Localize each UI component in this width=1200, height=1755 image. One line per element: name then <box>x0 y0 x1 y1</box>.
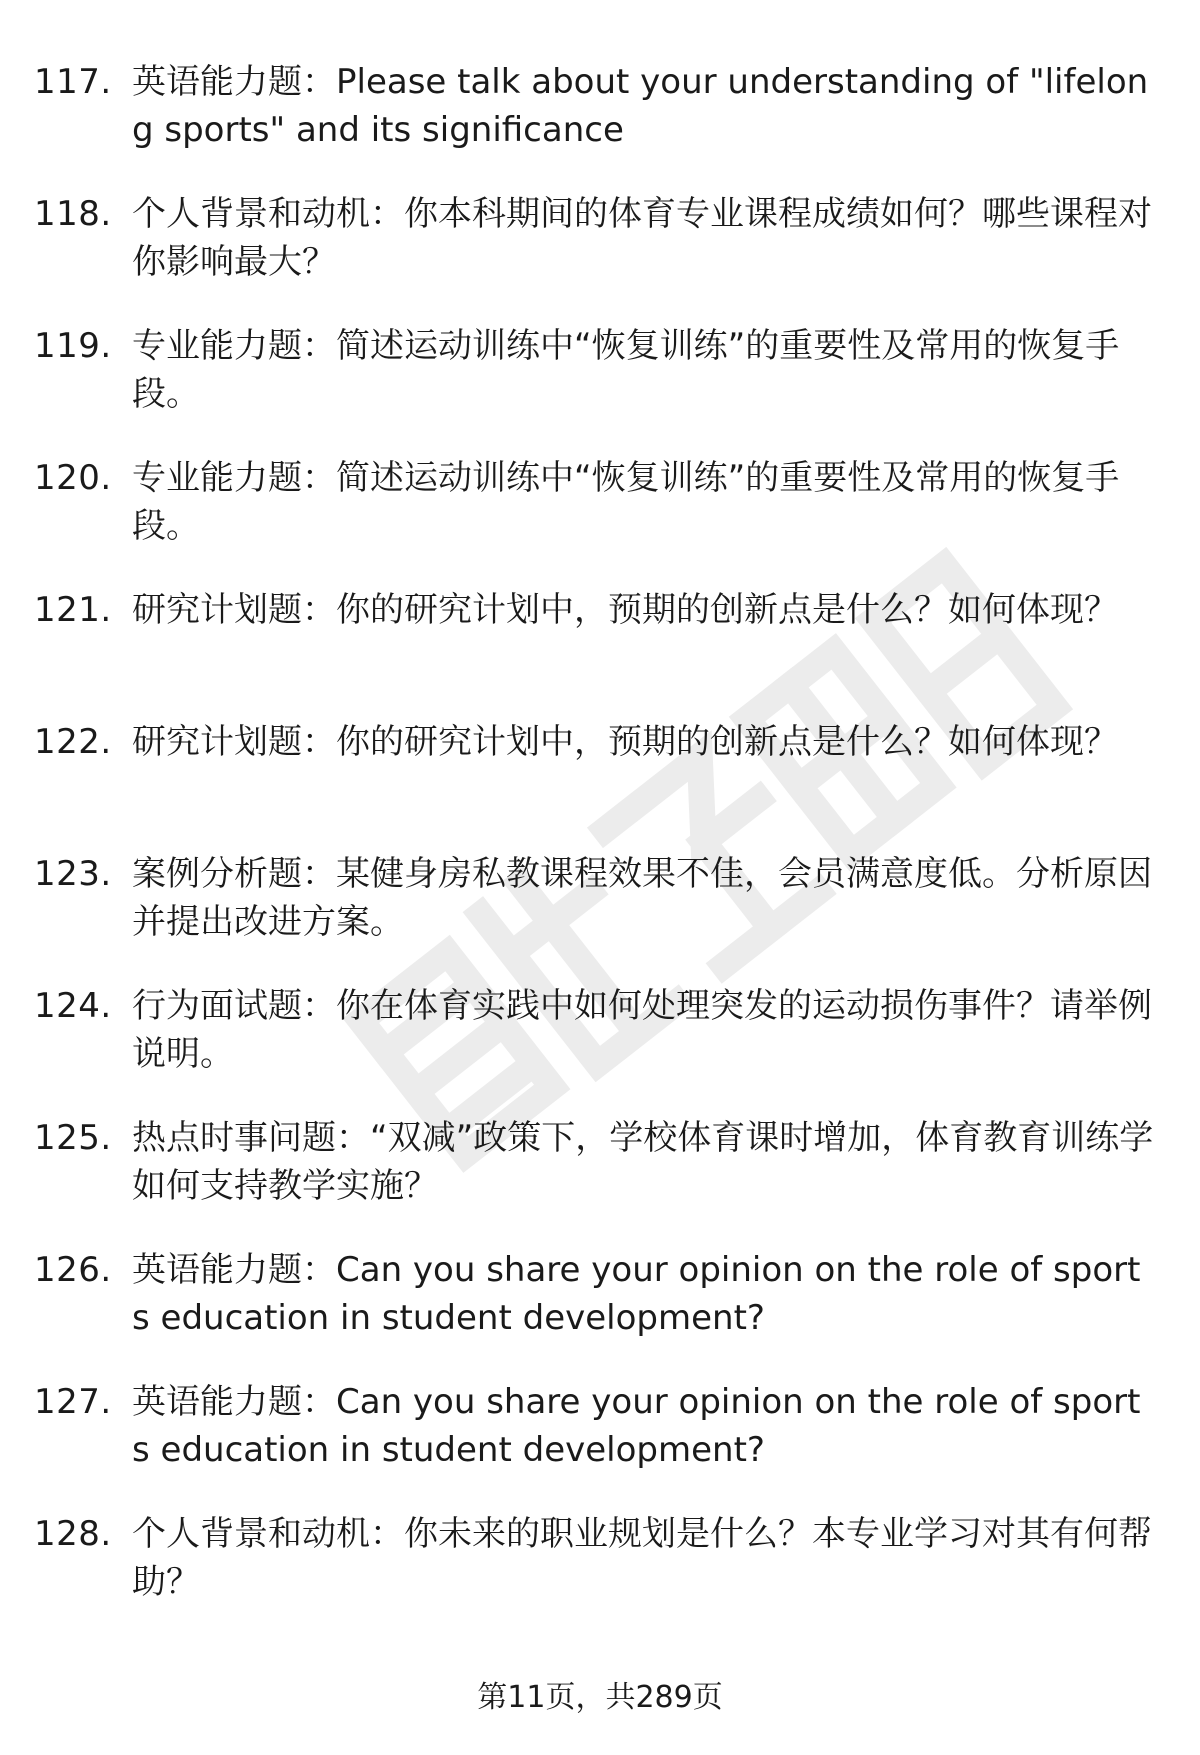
question-text: 案例分析题：某健身房私教课程效果不佳，会员满意度低。分析原因并提出改进方案。 <box>132 854 1152 942</box>
question-number: 118. <box>34 194 112 234</box>
list-item <box>34 190 1154 322</box>
question-text: 个人背景和动机：你未来的职业规划是什么？本专业学习对其有何帮助？ <box>132 1514 1152 1602</box>
page-number-footer: 第11页，共289页 <box>477 1680 723 1715</box>
list-item <box>34 982 1154 1114</box>
question-number: 125. <box>34 1118 112 1158</box>
list-item <box>34 58 1154 190</box>
list-item <box>34 1378 1154 1510</box>
question-number: 126. <box>34 1250 112 1290</box>
question-number: 117. <box>34 62 112 102</box>
question-text: 个人背景和动机：你本科期间的体育专业课程成绩如何？哪些课程对你影响最大？ <box>132 194 1152 282</box>
question-text: 英语能力题：Please talk about your understanding of "lifelong sports" and its significance <box>132 62 1149 150</box>
list-item <box>34 1246 1154 1378</box>
list-item <box>34 322 1154 454</box>
list-item <box>34 718 1154 850</box>
question-text: 英语能力题：Can you share your opinion on the role of sports education in student development? <box>132 1382 1141 1470</box>
question-number: 122. <box>34 722 112 762</box>
question-text: 热点时事问题：“双减”政策下，学校体育课时增加，体育教育训练学如何支持教学实施？ <box>132 1118 1154 1206</box>
list-item <box>34 1114 1154 1246</box>
question-number: 128. <box>34 1514 112 1554</box>
list-item <box>34 454 1154 586</box>
list-item <box>34 850 1154 982</box>
question-text: 行为面试题：你在体育实践中如何处理突发的运动损伤事件？请举例说明。 <box>132 986 1152 1074</box>
question-number: 121. <box>34 590 112 630</box>
question-text: 英语能力题：Can you share your opinion on the role of sports education in student development? <box>132 1250 1141 1338</box>
question-number: 120. <box>34 458 112 498</box>
question-text: 研究计划题：你的研究计划中，预期的创新点是什么？如何体现？ <box>132 722 1118 762</box>
question-number: 124. <box>34 986 112 1026</box>
question-text: 研究计划题：你的研究计划中，预期的创新点是什么？如何体现？ <box>132 590 1118 630</box>
question-text: 专业能力题：简述运动训练中“恢复训练”的重要性及常用的恢复手段。 <box>132 458 1120 546</box>
list-item <box>34 586 1154 718</box>
question-number: 127. <box>34 1382 112 1422</box>
question-number: 119. <box>34 326 112 366</box>
question-text: 专业能力题：简述运动训练中“恢复训练”的重要性及常用的恢复手段。 <box>132 326 1120 414</box>
question-list <box>34 58 1154 1642</box>
list-item <box>34 1510 1154 1642</box>
question-number: 123. <box>34 854 112 894</box>
